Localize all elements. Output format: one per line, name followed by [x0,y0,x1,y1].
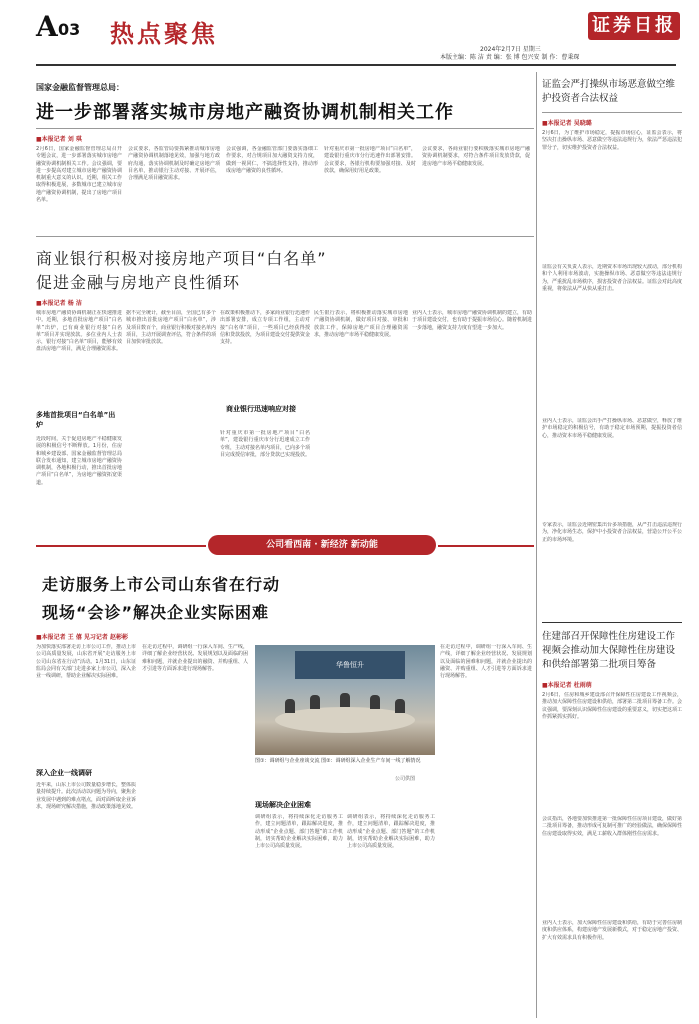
right1-byline: ■本报记者 吴晓璐 [542,120,592,127]
article2-byline: ■本报记者 杨 洁 [36,300,82,307]
divider [36,128,534,129]
photo-seat [340,693,350,707]
article1-byline: ■本报记者 刘 琪 [36,136,82,143]
article1-kicker: 国家金融监督管理总局： [36,83,124,92]
article2-headline-line1[interactable]: 商业银行积极对接房地产项目“白名单” [36,249,327,268]
page-number: 03 [58,20,81,39]
right1-text4: 专家表示，证监会近期密集出台多项措施，从严打击违法违规行为，净化市场生态，保护中小投资者合法权益，营造公开公平公正的市场环境。 [542,522,682,543]
article1-col3: 会议强调，各金融监管部门要落实落细工作要求，对合规项目加大融资支持力度，做到一视同仁，不搞选择性支持，推动形成房地产融资的良性循环。 [226,146,318,174]
right2-byline: ■本报记者 杜雨萌 [542,682,592,689]
photo-table [275,707,415,733]
article2-col1-text2: 近段时间，关于促进房地产平稳健康发展的积极信号不断释放。1月份，住房和城乡建设部、国家金融监督管理总局联合发布通知，建立城市房地产融资协调机制，各地积极行动，推出首批房地产项目“白名单”，为房地产融资拓宽渠道。 [36,436,122,486]
article3-subhead2: 现场解决企业困难 [255,801,311,809]
divider [542,112,682,113]
article1-col2: 会议要求，各监管局要抓紧推动城市房地产融资协调机制落地见效，加强与地方政府沟通，落实协调机制及时确定房地产项目名单，推动银行主动对接、开展评估，合理满足项目融资需求。 [128,146,220,182]
photo-credit: 公司供图 [395,776,416,782]
article1-col5: 会议要求，各商业银行要积极落实城市房地产融资协调机制要求，对符合条件项目发放贷款，促进房地产市场平稳健康发展。 [422,146,530,167]
section-title: 热点聚焦 [110,20,218,48]
article2-col1-text: 城市房地产融资协调机制正在快速推进中。近期，多地首批房地产项目“白名单”出炉，已有商业银行对接“白名单”项目并实现放款。多位业内人士表示，银行对接“白名单”项目，能够有效盘活房地产项目，满足合理融资需求。 [36,310,122,353]
right1-text3: 业内人士表示，证监会出手严打操纵市场、恶意做空，释放了维护市场稳定的积极信号，有助于稳定市场预期，提振投资者信心，推动资本市场平稳健康发展。 [542,418,682,439]
article3-col5-text: 在走访过程中，调研组一行深入车间、生产线，详细了解企业经营状况、发展规划以及面临的困难和问题，并就企业提出的融资、并购重组、人才引进等方面诉求进行现场解答。 [440,644,532,680]
banner-line-right [438,545,534,547]
right2-text2: 会议指出，各地要加快推进第一批保障性住房项目建设，做好第二批项目筹备，推动形成可复制可推广的经验做法，确保保障性住房建设取得实效，满足工薪收入群体刚性住房需求。 [542,816,682,837]
article3-col2-text: 在走访过程中，调研组一行深入车间、生产线，详细了解企业经营状况、发展规划以及面临的困难和问题，并就企业提出的融资、并购重组、人才引进等方面诉求进行现场解答。 [142,644,248,672]
divider [542,622,682,623]
right1-text1: 2月6日，为了维护市场稳定，提振市场信心，证监会表示，将坚决打击操纵市场、恶意做空等违法违规行为，依法严惩违法犯罪分子，切实维护投资者合法权益。 [542,130,682,151]
article2-col3-text: 在政策积极推动下，多家商业银行迅速作出部署安排，成立专项工作组，主动对接“白名单”项目，一些项目已经获得授信和贷款投放，为项目建设交付提供资金支持。 [220,310,310,346]
article1-col1: 2月6日，国家金融监督管理总局召开专题会议，进一步部署落实城市房地产融资协调机制相关工作。会议强调，要进一步提高对建立城市房地产融资协调机制重大意义的认识。近期，相关工作取得积极进展，多数城市已建立城市房地产融资协调机制，提出了房地产项目名单。 [36,146,122,204]
masthead [0,0,699,60]
article2-subhead1: 多地首批项目“白名单”出炉 [36,411,116,429]
article3-headline-line2[interactable]: 现场“会诊”解决企业实际困难 [42,603,270,622]
right1-text2: 证监会有关负责人表示，近期资本市场出现较大波动，部分机构和个人利用市场波动，实施操纵市场、恶意做空等违法违规行为，严重扰乱市场秩序，损害投资者合法权益。证监会对此高度重视，将依法从严从快从重打击。 [542,264,682,292]
editor-line: 本版主编：陈 洁 责 编：张 博 包兴安 制 作：曹秉琛 [440,54,580,61]
article2-col4-text: 民生银行表示，将积极推动落实城市房地产融资协调机制，做好项目对接、审批和放款工作，保障房地产项目合理融资需求，推动房地产市场平稳健康发展。 [314,310,408,338]
photo-seat [310,695,320,709]
article2-col2-text: 据不完全统计，截至目前，全国已有多个城市推出首批房地产项目“白名单”，涉及项目数百个，商业银行积极对接名单内项目，主动开展调查评估，符合条件的项目加快审批放款。 [126,310,216,346]
photo-screen: 华鲁恒升 [295,651,405,679]
article1-col4: 针对重庆市第一批房地产项目“白名单”，建设银行重庆市分行迅速作出部署安排。会议要求，各银行机构要加强对接、及时放款，确保用好用足政策。 [324,146,416,174]
article3-col1-text: 为加快落实部署走访上市公司工作，推动上市公司高质量发展，山东省开展“走访服务上市公司山东省在行动”活动。1月31日，山东证监局会同有关部门走进多家上市公司，深入企业一线调研，帮助企业解决实际困难。 [36,644,136,680]
article3-col3-text: 调研组表示，将持续深化走访服务工作，建立问题清单，跟踪解决进度，推动形成“企业点题、部门答题”的工作机制，切实帮助企业解决实际困难，助力上市公司高质量发展。 [255,814,343,850]
issue-date: 2024年2月7日 星期三 [480,46,541,53]
section-banner: 公司看西南 · 新经济 新动能 [208,535,436,555]
banner-line-left [36,545,206,547]
news-photo [255,645,435,755]
article1-headline[interactable]: 进一步部署落实城市房地产融资协调机制相关工作 [36,102,454,123]
photo-seat [370,695,380,709]
column-divider [536,72,537,1018]
right2-text3: 业内人士表示，加大保障性住房建设和供给，有助于完善住房制度和供应体系，构建房地产发展新模式，对于稳定房地产投资、扩大有效需求具有积极作用。 [542,920,682,941]
masthead-rule [36,64,676,66]
article2-subhead2: 商业银行迅速响应对接 [226,405,296,413]
right2-text1: 2月6日，住房和城乡建设部召开保障性住房建设工作视频会，推动加大保障性住房建设和供给，部署第二批项目筹备工作。会议强调，要深刻认识保障性住房建设的重要意义，切实把这项工作抓紧抓实抓好。 [542,692,682,720]
photo-caption: 图①：调研组与企业座谈交流 图②：调研组深入企业生产车间一线了解情况 [255,758,421,764]
article3-headline-line1[interactable]: 走访服务上市公司山东省在行动 [42,575,281,594]
article3-col4-text: 调研组表示，将持续深化走访服务工作，建立问题清单，跟踪解决进度，推动形成“企业点题、部门答题”的工作机制，切实帮助企业解决实际困难，助力上市公司高质量发展。 [347,814,435,850]
divider [36,236,534,237]
right1-headline[interactable]: 证监会严打操纵市场恶意做空维护投资者合法权益 [542,79,676,104]
photo-seat [395,699,405,713]
right2-headline[interactable]: 住建部召开保障性住房建设工作视频会推动加大保障性住房建设和供给部署第二批项目筹备 [542,631,676,670]
article3-subhead1: 深入企业一线调研 [36,769,92,777]
article2-col5-text: 业内人士表示，城市房地产融资协调机制的建立，有助于项目建设交付，也有助于提振市场信心。随着机制进一步落地，融资支持力度有望进一步加大。 [412,310,532,331]
article2-col3-text2: 针对重庆市第一批房地产项目“白名单”，建设银行重庆市分行迅速成立工作专班，主动对接名单内项目，已向多个项目完成授信审批，部分贷款已实现投放。 [220,430,310,458]
article3-byline: ■本报记者 王 僖 见习记者 赵彬彬 [36,634,129,641]
page-letter: A [36,10,58,43]
article2-headline-line2[interactable]: 促进金融与房地产良性循环 [36,273,241,292]
newspaper-logo: 证券日报 [588,12,680,40]
article3-col1-text2: 近年来，山东上市公司数量稳步增长，整体质量持续提升。此次活动以问题为导向，聚焦企业发展中遇到的难点堵点，面对面听取企业诉求，现场研究解决措施，推动政策落地见效。 [36,782,136,810]
photo-seat [285,699,295,713]
